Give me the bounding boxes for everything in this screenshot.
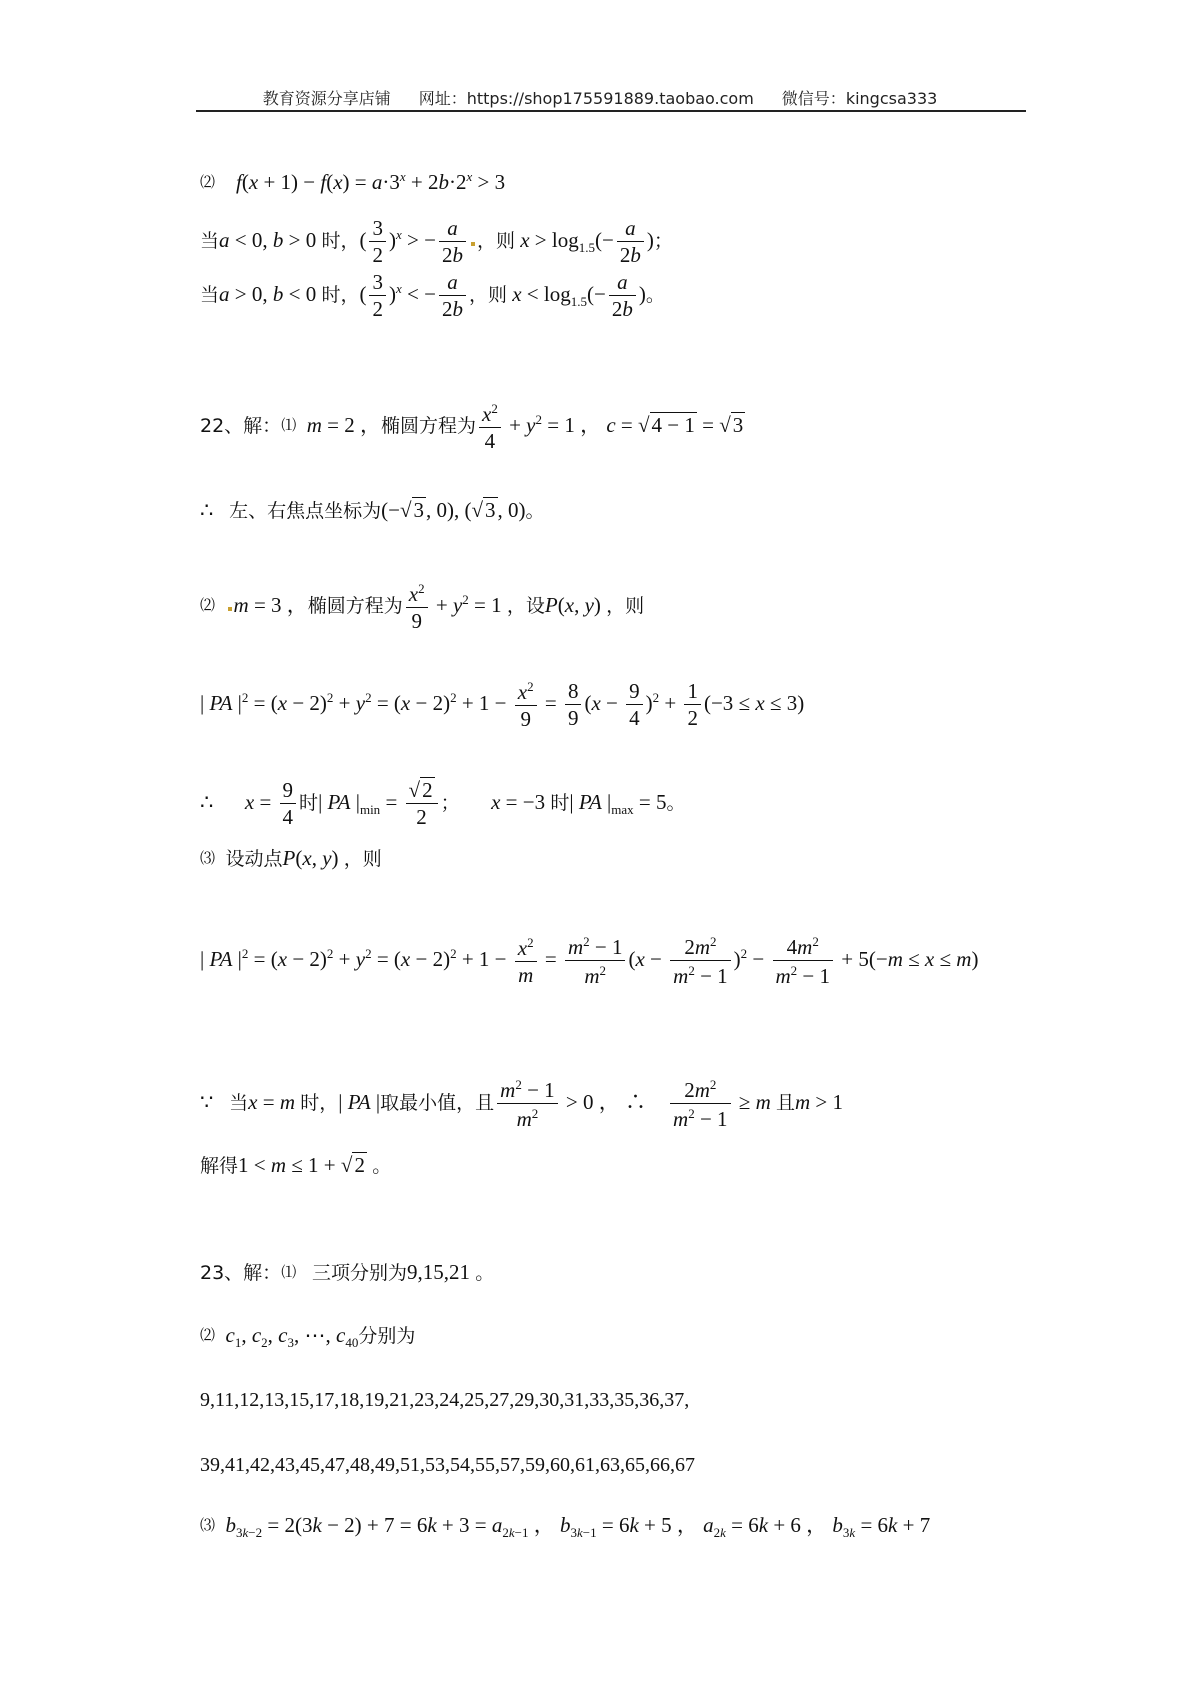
header-rule <box>196 110 1026 112</box>
wechat-id: kingcsa333 <box>845 89 938 108</box>
q22-minmax-line: ∴ x = $\frac{9}{4}$ 时| PA $|_{min}$ = $\frac{√2}{2}$ ； x = −3 时| PA $|_{max} = 5$。 <box>200 778 686 829</box>
q22-condition-line: ∵ 当x = m 时，| PA |取最小值，且 $\frac{m^2 - 1}{m^2}$ > 0 ， ∴ $\frac{2m^2}{m^2 - 1}$ ≥ m 且m > 1 <box>200 1077 844 1131</box>
q22-part3-line: ⑶ 设动点P(x, y) ，则 <box>200 846 382 870</box>
sequence-row-1: 9,11,12,13,15,17,18,19,21,23,24,25,27,29,30,31,33,35,36,37, <box>200 1389 690 1411</box>
q23-part3-line: ⑶ $b_{3k-2} = 2(3k - 2) + 7 = 6k + 3 = a_{2k-1}$ ， $b_{3k-1} = 6k + 5$ ， $a_{2k} = 6k + 6$ ， $b_{3k} = 6k + 7$ <box>200 1513 931 1541</box>
q22-part2-line: ⑵ m = 3 ，椭圆方程为 $\frac{x^2}{9}$ + $y^2 = 1$ ，设P(x, y) ，则 <box>200 581 645 633</box>
q23-label: 23、解： <box>200 1262 282 1284</box>
shop-name: 教育资源分享店铺 <box>262 89 391 108</box>
q21-part2-line: ⑵ $f(x + 1) - f(x) = a\cdot 3^x + 2b\cdot 2^x > 3$ <box>200 169 506 194</box>
q22-pa-distance-line: | PA $|^2 = (x - 2)^2 + y^2 = (x - 2)^2 + 1$ − $\frac{x^2}{9}$ = $\frac{8}{9}$ (x − $\frac{9}{4}$ )$^2$ + $\frac{1}{2}$ (−3 ≤ x ≤ 3) <box>200 679 805 731</box>
q22-foci-line: ∴ 左、右焦点坐标为(−√3, 0), (√3, 0)。 <box>200 498 545 522</box>
page-header <box>0 86 1200 109</box>
wechat-label: 微信号： <box>781 89 846 108</box>
q22-result-line: 解得1 < m ≤ 1 + √2 。 <box>200 1153 392 1177</box>
q22-pa-general-line: | PA $|^2 = (x - 2)^2 + y^2 = (x - 2)^2 + 1$ − $\frac{x^2}{m}$ = $\frac{m^2 - 1}{m^2}$ (x − $\frac{2m^2}{m^2 - 1}$ )$^2$ − $\frac{4m^2}{m^2 - 1}$ + 5(−m ≤ x ≤ m) <box>200 934 979 988</box>
q22-part1-line: 22、解：⑴ m = 2 ，椭圆方程为 $\frac{x^2}{4}$ + $y^2 = 1$ ， c = √4 − 1 = √3 <box>200 401 744 453</box>
q23-part1-line: 23、解：⑴ 三项分别为9,15,21 。 <box>200 1260 495 1284</box>
sequence-row-2: 39,41,42,43,45,47,48,49,51,53,54,55,57,59,60,61,63,65,66,67 <box>200 1454 695 1476</box>
q21-case1-line: 当a < 0, b > 0 时，( $\frac{3}{2}$ )$^x$ > − $\frac{a}{2b}$ ，则 $x > \log_{1.5}(-$ $\frac{a}{2b}$ )； <box>200 216 673 267</box>
q22-label: 22、解： <box>200 414 282 437</box>
q23-part2-line: ⑵ $c_1$, $c_2$, $c_3$, ⋯, $c_{40}$分别为 <box>200 1323 416 1351</box>
url-label: 网址： <box>418 89 467 108</box>
shop-url[interactable]: https://shop175591889.taobao.com <box>466 89 754 108</box>
q21-case2-line: 当a > 0, b < 0 时，( $\frac{3}{2}$ )$^x$ < − $\frac{a}{2b}$ ，则 $x < \log_{1.5}(-$ $\frac{a}{2b}$ )。 <box>200 270 665 321</box>
part-label: ⑵ <box>200 175 216 191</box>
